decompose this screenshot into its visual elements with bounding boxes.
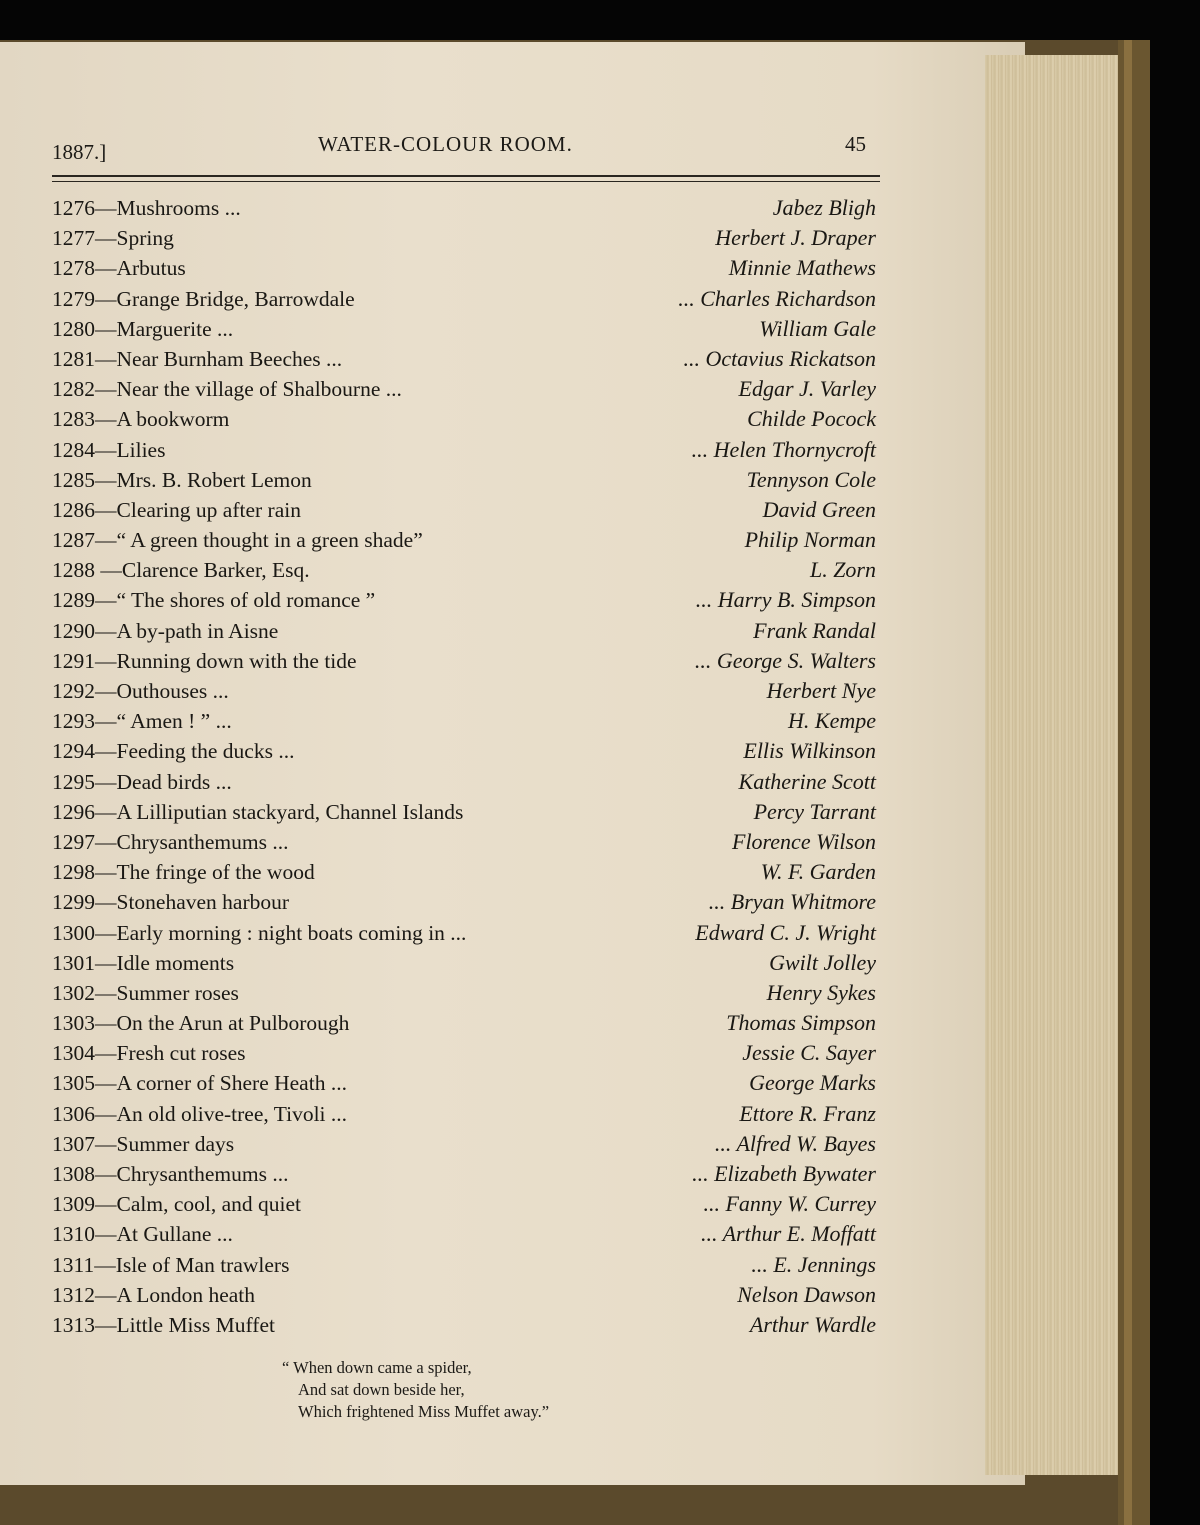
page-edges (985, 55, 1120, 1475)
list-item (52, 465, 880, 495)
entry-title: 1293—“ Amen ! ” ... (52, 709, 232, 734)
entry-title: 1276—Mushrooms ... (52, 196, 241, 220)
list-item (52, 797, 880, 827)
list-item (52, 284, 880, 314)
entry-title: 1309—Calm, cool, and quiet (52, 1192, 302, 1217)
entry-title: 1292—Outhouses ... (52, 679, 229, 703)
entry-artist: Gwilt Jolley (769, 949, 876, 975)
entry-artist: Percy Tarrant (753, 798, 876, 824)
header-rule (52, 175, 880, 177)
entry-artist: W. F. Garden (760, 859, 876, 885)
entry-title: 1308—Chrysanthemums ... (52, 1162, 289, 1186)
entry-artist: ... Helen Thornycroft (691, 436, 876, 462)
list-item (52, 978, 880, 1008)
entry-artist: Ettore R. Franz (739, 1100, 876, 1126)
catalogue-list (52, 193, 880, 1340)
entry-artist: ... Fanny W. Currey (703, 1191, 876, 1217)
entry-title: 1311—Isle of Man trawlers (52, 1252, 290, 1277)
entry-title: 1313—Little Miss Muffet (52, 1312, 275, 1337)
list-item (52, 435, 880, 465)
entry-title: 1307—Summer days (52, 1131, 235, 1156)
entry-artist: Childe Pocock (747, 406, 876, 432)
entry-title: 1305—A corner of Shere Heath ... (52, 1071, 347, 1096)
entry-artist: Henry Sykes (766, 979, 876, 1005)
entry-title: 1304—Fresh cut roses (52, 1041, 246, 1066)
entry-title: 1289—“ The shores of old romance ” (52, 588, 376, 613)
entry-artist: ... Charles Richardson (678, 285, 876, 311)
entry-title: 1280—Marguerite ... (52, 316, 234, 341)
list-item (52, 1189, 880, 1219)
entry-artist: ... Bryan Whitmore (708, 889, 876, 915)
list-item (52, 736, 880, 766)
list-item (52, 555, 880, 585)
entry-artist: ... Alfred W. Bayes (714, 1130, 876, 1156)
list-item (52, 1068, 880, 1098)
entry-title: 1301—Idle moments (52, 950, 235, 975)
entry-artist: Philip Norman (744, 527, 876, 553)
entry-artist: George Marks (749, 1070, 876, 1096)
entry-title: 1312—A London heath (52, 1282, 256, 1307)
list-item (52, 857, 880, 887)
entry-artist: ... E. Jennings (751, 1251, 876, 1277)
entry-artist: Herbert J. Draper (715, 225, 876, 251)
entry-artist: Jabez Bligh (772, 195, 876, 220)
list-item (52, 706, 880, 736)
list-item (52, 646, 880, 676)
entry-artist: ... George S. Walters (694, 647, 876, 673)
entry-title: 1303—On the Arun at Pulborough (52, 1011, 350, 1036)
entry-artist: ... Harry B. Simpson (695, 587, 876, 613)
entry-artist: Nelson Dawson (737, 1281, 876, 1307)
list-item (52, 767, 880, 797)
entry-artist: H. Kempe (788, 708, 876, 734)
list-item (52, 1008, 880, 1038)
list-item (52, 1280, 880, 1310)
entry-artist: ... Elizabeth Bywater (692, 1161, 876, 1186)
entry-artist: Herbert Nye (766, 678, 876, 703)
entry-title: 1295—Dead birds ... (52, 769, 232, 794)
entry-title: 1298—The fringe of the wood (52, 860, 315, 885)
list-item (52, 193, 880, 223)
entry-artist: Frank Randal (753, 617, 876, 643)
list-item (52, 585, 880, 615)
entry-artist: Minnie Mathews (728, 255, 876, 281)
entry-title: 1288 —Clarence Barker, Esq. (52, 558, 310, 583)
entry-title: 1299—Stonehaven harbour (52, 890, 290, 915)
entry-artist: Florence Wilson (732, 828, 876, 854)
verse-quote (282, 1357, 549, 1423)
list-item (52, 1310, 880, 1340)
list-item (52, 374, 880, 404)
entry-title: 1283—A bookworm (52, 407, 230, 432)
entry-title: 1282—Near the village of Shalbourne ... (52, 377, 402, 402)
list-item (52, 1250, 880, 1280)
entry-title: 1286—Clearing up after rain (52, 497, 301, 522)
list-item (52, 827, 880, 857)
entry-artist: ... Arthur E. Moffatt (701, 1221, 876, 1247)
list-item (52, 887, 880, 917)
entry-title: 1287—“ A green thought in a green shade” (52, 528, 423, 553)
entry-artist: William Gale (759, 315, 876, 341)
entry-artist: Thomas Simpson (726, 1010, 876, 1036)
entry-title: 1297—Chrysanthemums ... (52, 829, 289, 854)
book-spine-edge (1118, 40, 1150, 1525)
running-head-title: WATER-COLOUR ROOM. (318, 132, 573, 156)
entry-title: 1290—A by-path in Aisne (52, 618, 279, 643)
list-item (52, 616, 880, 646)
entry-title: 1284—Lilies (52, 437, 166, 462)
list-item (52, 404, 880, 434)
list-item (52, 223, 880, 253)
entry-title: 1279—Grange Bridge, Barrowdale (52, 286, 355, 311)
entry-artist: David Green (762, 496, 876, 522)
entry-title: 1310—At Gullane ... (52, 1222, 233, 1247)
entry-artist: Jessie C. Sayer (742, 1040, 876, 1066)
quote-line: Which frightened Miss Muffet away.” (298, 1402, 550, 1421)
entry-title: 1281—Near Burnham Beeches ... (52, 346, 343, 371)
entry-artist: Edgar J. Varley (738, 376, 876, 402)
list-item (52, 525, 880, 555)
entry-title: 1291—Running down with the tide (52, 648, 357, 673)
list-item (52, 918, 880, 948)
header-rule-thin (52, 181, 880, 182)
page-number: 45 (845, 132, 866, 156)
entry-artist: L. Zorn (809, 557, 876, 583)
list-item (52, 1038, 880, 1068)
quote-line: “ When down came a spider, (282, 1358, 472, 1377)
entry-title: 1300—Early morning : night boats coming in ... (52, 920, 467, 945)
quote-line: And sat down beside her, (298, 1380, 465, 1399)
entry-artist: Edward C. J. Wright (695, 919, 876, 945)
entry-artist: ... Octavius Rickatson (683, 345, 876, 371)
list-item (52, 1159, 880, 1189)
entry-title: 1285—Mrs. B. Robert Lemon (52, 467, 312, 492)
list-item (52, 1099, 880, 1129)
entry-title: 1302—Summer roses (52, 980, 239, 1005)
list-item (52, 253, 880, 283)
entry-title: 1278—Arbutus (52, 256, 186, 281)
list-item (52, 676, 880, 706)
entry-title: 1306—An old olive-tree, Tivoli ... (52, 1101, 348, 1126)
entry-title: 1294—Feeding the ducks ... (52, 739, 295, 764)
entry-artist: Ellis Wilkinson (743, 738, 876, 764)
list-item (52, 948, 880, 978)
list-item (52, 1219, 880, 1249)
entry-artist: Katherine Scott (738, 768, 876, 794)
list-item (52, 495, 880, 525)
list-item (52, 344, 880, 374)
entry-title: 1296—A Lilliputian stackyard, Channel Islands (52, 799, 464, 824)
entry-artist: Tennyson Cole (746, 466, 876, 492)
running-head-year: 1887.] (52, 140, 107, 164)
entry-artist: Arthur Wardle (749, 1311, 876, 1337)
list-item (52, 314, 880, 344)
entry-title: 1277—Spring (52, 226, 174, 251)
list-item (52, 1129, 880, 1159)
